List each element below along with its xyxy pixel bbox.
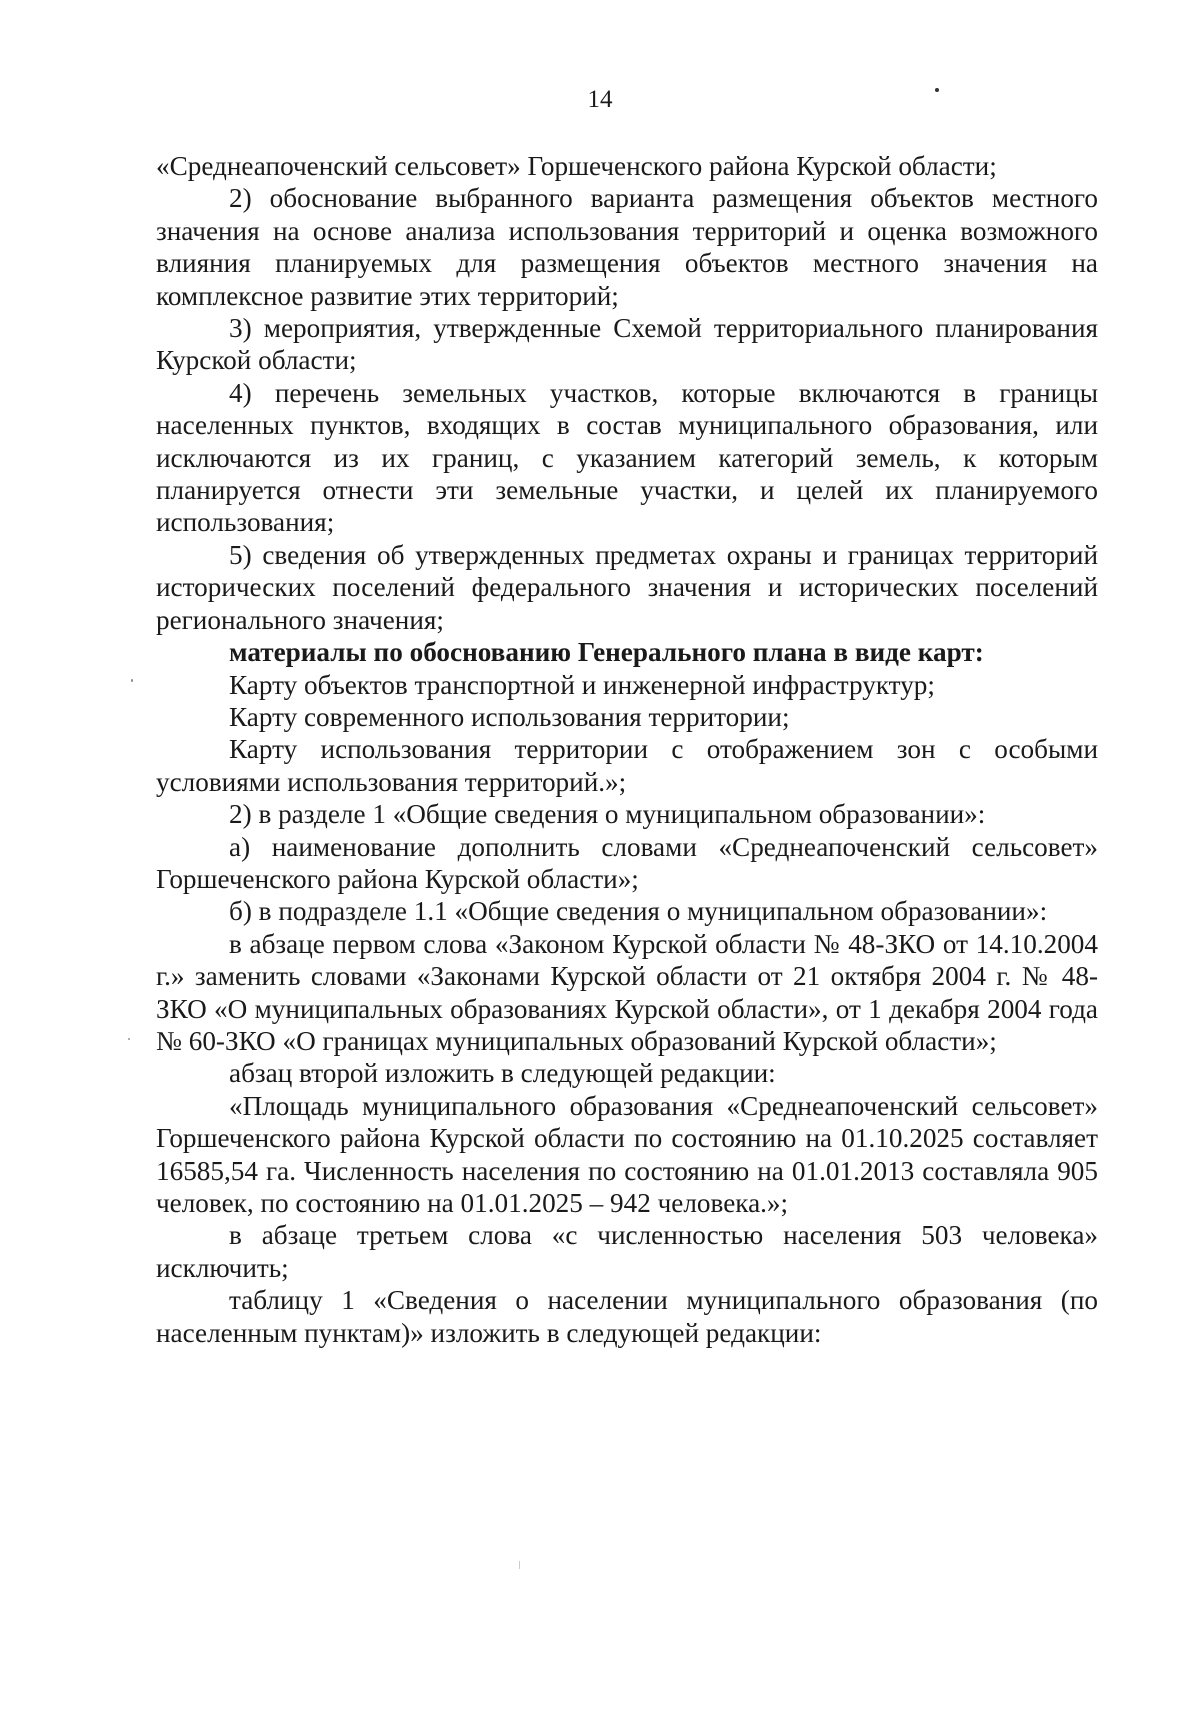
paragraph-subitem-a: а) наименование дополнить словами «Среднеапоченский сельсовет» Горшеченского района Курской области»; [156,831,1098,894]
paragraph-item-4-land-plots: 4) перечень земельных участков, которые включаются в границы населенных пунктов, входящих в состав муниципального образования, или исключаются из их границ, с указанием категорий земель, к которым планируется отнести эти земельные участки, и целей их планируемого использования; [156,377,1098,538]
paragraph-continuation: «Среднеапоченский сельсовет» Горшеченского района Курской области; [156,151,997,181]
paragraph-first-abzac: в абзаце первом слова «Законом Курской области № 48-ЗКО от 14.10.2004 г.» заменить словами «Законами Курской области от 21 октября 2004 г. № 48-ЗКО «О муниципальных образованиях Курской области», от 1 декабря 2004 года № 60-ЗКО «О границах муниципальных образований Курской области»; [156,928,1098,1056]
paragraph-map-current-use: Карту современного использования территории; [229,701,790,732]
scan-speck [935,88,939,92]
scan-speck [131,679,133,682]
scan-speck [128,1038,130,1040]
paragraph-section-1: 2) в разделе 1 «Общие сведения о муниципальном образовании»: [229,799,986,830]
paragraph-item-5-historic-settlements: 5) сведения об утвержденных предметах охраны и границах территорий исторических поселений федерального значения и исторических поселений регионального значения; [156,539,1098,635]
paragraph-map-special-zones: Карту использования территории с отображением зон с особыми условиями использования территорий.»; [156,734,1098,797]
paragraph-second-abzac: абзац второй изложить в следующей редакции: [229,1058,776,1089]
paragraph-third-abzac: в абзаце третьем слова «с численностью населения 503 человека» исключить; [156,1220,1098,1283]
paragraph-map-transport: Карту объектов транспортной и инженерной инфраструктур; [229,669,935,700]
paragraph-maps-heading: материалы по обоснованию Генерального плана в виде карт: [229,637,984,668]
paragraph-item-2-justification: 2) обоснование выбранного варианта размещения объектов местного значения на основе анализа использования территорий и оценка возможного влияния планируемых для размещения объектов местного значения на комплексное развитие этих территорий; [156,183,1098,311]
paragraph-area-population: «Площадь муниципального образования «Среднеапоченский сельсовет» Горшеченского района Курской области по состоянию на 01.10.2025 составляет 16585,54 га. Численность населения по состоянию на 01.01.2013 составляла 905 человек, по состоянию на 01.01.2025 – 942 человека.»; [156,1090,1098,1218]
paragraph-item-3-measures: 3) мероприятия, утвержденные Схемой территориального планирования Курской области; [156,313,1098,376]
paragraph-table-1: таблицу 1 «Сведения о населении муниципального образования (по населенным пунктам)» изложить в следующей редакции: [156,1285,1098,1348]
scan-speck [519,1561,520,1569]
paragraph-subitem-b: б) в подразделе 1.1 «Общие сведения о муниципальном образовании»: [229,896,1048,927]
document-body [156,150,1098,1349]
page-number: 14 [587,86,613,113]
